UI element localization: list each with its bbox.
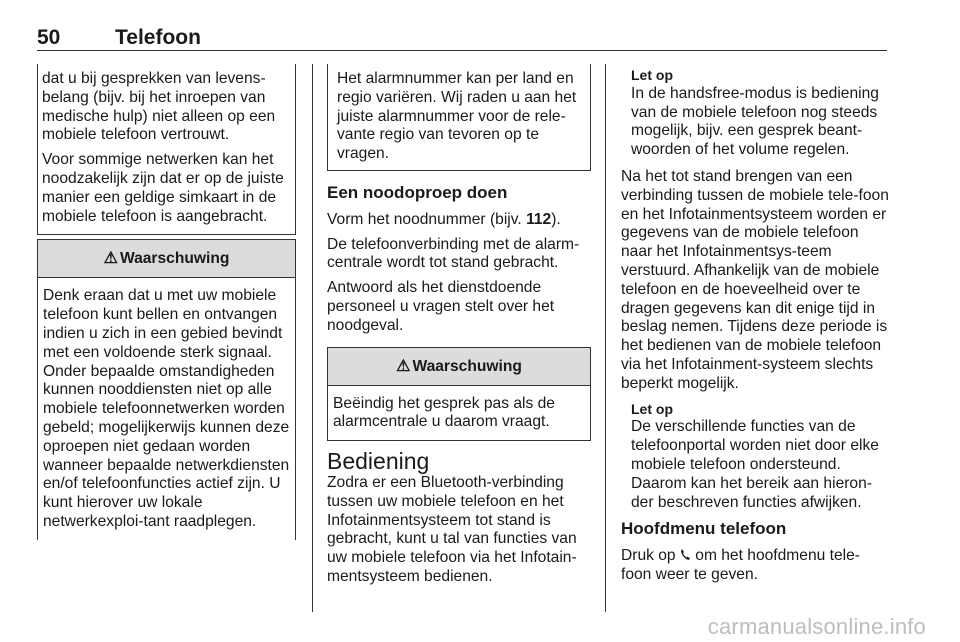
warning-triangle-icon: ⚠: [396, 357, 411, 375]
page-header: [37, 26, 887, 51]
section-title: Telefoon: [115, 26, 201, 49]
column-divider: [312, 64, 313, 612]
column-3: [621, 66, 889, 591]
heading-hoofdmenu: Hoofdmenu telefoon: [621, 519, 787, 539]
note-text: In de handsfree-modus is bediening van de mobiele telefoon nog steeds mogelijk, bijv. een gesprek beant-woorden of het volume regelen.: [631, 84, 879, 159]
alarm-number-box: [327, 64, 591, 171]
column-2: [327, 64, 591, 593]
paragraph-connection: De telefoonverbinding met de alarm-centrale wordt tot stand gebracht.: [327, 235, 580, 272]
warning-title: Waarschuwing: [412, 357, 522, 375]
warning-triangle-icon: ⚠: [103, 250, 118, 268]
alarm-number-text: Het alarmnummer kan per land en regio variëren. Wij raden u aan het juiste alarmnummer voor de rele-vante regio van tevoren op te vragen.: [337, 70, 577, 163]
warning-box-1: [37, 239, 296, 539]
warning-box-2: [327, 347, 591, 442]
warning-header: [328, 348, 590, 386]
paragraph-answer: Antwoord als het dienstdoende personeel u vragen stelt over het noodgeval.: [327, 279, 555, 334]
column-divider: [605, 64, 606, 612]
warning-header: [38, 239, 295, 278]
intro-paragraph-2: Voor sommige netwerken kan het noodzakelijk zijn dat er op de juiste manier een geldige simkaart in de mobiele telefoon is aangebracht.: [42, 151, 284, 225]
paragraph-hoofdmenu: Druk op om het hoofdmenu tele-foon weer te geven.: [621, 547, 860, 583]
paragraph-data-transfer: Na het tot stand brengen van een verbinding tussen de mobiele tele-foon en het Infotainmentsysteem worden er gegevens van de mobiele telefoon naar het Infotainmentsys-teem verstuurd. Afhankelijk van de mobiele telefoon en de hoeveelheid over te dragen gegevens kan dit enige tijd in beslag nemen. Tijdens deze periode is het bedienen van de mobiele telefoon via het Infotainment-systeem slechts beperkt mogelijk.: [621, 167, 889, 392]
paragraph-bediening: Zodra er een Bluetooth-verbinding tussen uw mobiele telefoon en het Infotainmentsysteem tot stand is gebracht, kunt u tal van functies van uw mobiele telefoon via het Infotain-mentsysteem bedienen.: [327, 473, 577, 585]
heading-bediening: Bediening: [327, 448, 430, 475]
note-2: [631, 400, 889, 513]
emergency-number: 112: [526, 210, 552, 228]
heading-noodoproep: Een noodoproep doen: [327, 182, 508, 202]
warning-title: Waarschuwing: [119, 250, 230, 268]
page-number: 50: [37, 26, 61, 49]
phone-icon: [680, 547, 691, 564]
note-text: De verschillende functies van de telefoonportal worden niet door elke mobiele telefoon ondersteund. Daarom kan het bereik aan hieron-der beschreven functies afwijken.: [631, 418, 879, 511]
column-1: [37, 64, 296, 540]
intro-paragraph-1: dat u bij gesprekken van levens-belang (bijv. bij het inroepen van medische hulp) niet alleen op een mobiele telefoon vertrouwt.: [42, 70, 276, 144]
paragraph-dial-number: Vorm het noodnummer (bijv. 112).: [327, 210, 561, 228]
watermark: carmanualsonline.info: [707, 614, 926, 639]
warning-body: Beëindig het gesprek pas als de alarmcentrale u daarom vraagt.: [333, 394, 555, 431]
note-label: Let op: [631, 400, 673, 417]
note-1: [631, 66, 889, 160]
note-label: Let op: [631, 67, 673, 83]
warning-body: Denk eraan dat u met uw mobiele telefoon kunt bellen en ontvangen indien u zich in een gebied bevindt met een voldoende sterk signaal. Onder bepaalde omstandigheden kunnen nooddiensten niet op alle mobiele telefoonnetwerken worden gebeld; mogelijkerwijs kunnen deze oproepen niet gedaan worden wanneer bepaalde netwerkdiensten en/of telefoonfuncties actief zijn. U kunt hierover uw lokale netwerkexploi-tant raadplegen.: [43, 287, 290, 530]
continued-box: [37, 64, 296, 234]
